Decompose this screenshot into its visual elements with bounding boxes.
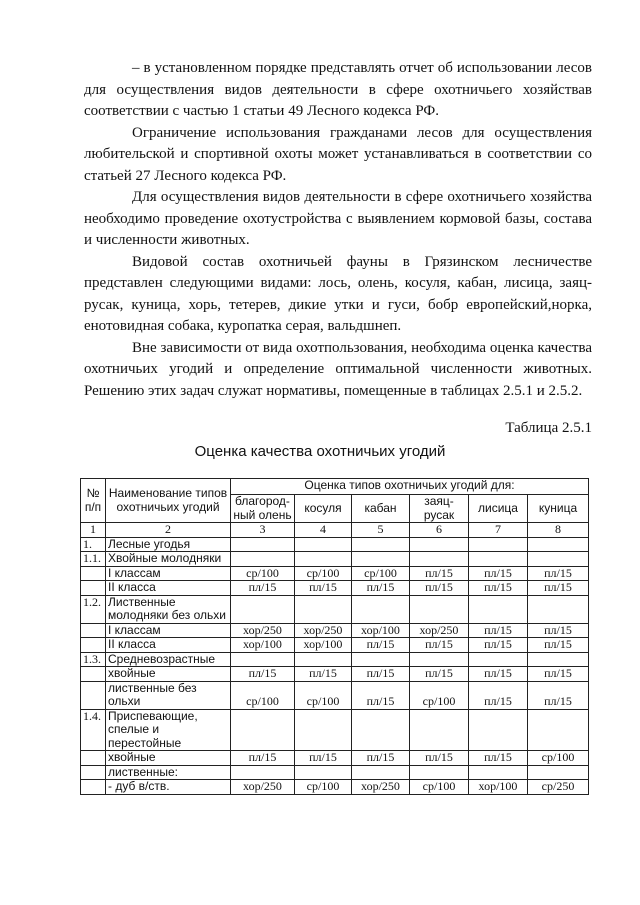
rating-cell	[469, 552, 528, 567]
row-number	[81, 681, 106, 709]
row-number	[81, 581, 106, 596]
rating-cell: пл/15	[410, 751, 469, 766]
rating-cell	[295, 765, 352, 780]
rating-cell: пл/15	[352, 751, 410, 766]
rating-cell: хор/100	[352, 623, 410, 638]
column-number: 4	[295, 523, 352, 538]
rating-cell: пл/15	[469, 681, 528, 709]
rating-cell: пл/15	[528, 638, 589, 653]
paragraph: Ограничение использования гражданами лесов для осуществления любительской и спортивной охоты может устанавливаться в соответствии со статьей 27 Лесного кодекса РФ.	[84, 124, 592, 184]
rating-cell: пл/15	[352, 667, 410, 682]
rating-cell: ср/100	[352, 566, 410, 581]
rating-cell	[231, 765, 295, 780]
rating-cell: хор/100	[469, 780, 528, 795]
header-animal: косуля	[295, 495, 352, 523]
rating-cell	[352, 552, 410, 567]
row-name: II класса	[106, 581, 231, 596]
rating-cell: пл/15	[469, 623, 528, 638]
rating-cell: пл/15	[469, 667, 528, 682]
rating-cell: пл/15	[231, 751, 295, 766]
row-name: I классам	[106, 623, 231, 638]
rating-cell	[410, 595, 469, 623]
column-number: 7	[469, 523, 528, 538]
rating-cell	[231, 552, 295, 567]
rating-cell	[231, 652, 295, 667]
table-row	[81, 537, 589, 552]
rating-cell	[410, 709, 469, 751]
rating-cell: пл/15	[528, 681, 589, 709]
row-number	[81, 566, 106, 581]
rating-cell	[410, 537, 469, 552]
rating-cell	[295, 537, 352, 552]
rating-cell: пл/15	[528, 667, 589, 682]
paragraph: Вне зависимости от вида охотпользования, необходима оценка качества охотничьих угодий и определение оптимальной численности животных. Решению этих задач служат нормативы, помещенные в таблицах 2.5.1 и 2.5.2.	[84, 339, 592, 399]
row-name: Приспевающие, спелые и перестойные	[106, 709, 231, 751]
row-name: II класса	[106, 638, 231, 653]
table-row	[81, 681, 589, 709]
row-number: 1.	[81, 537, 106, 552]
rating-cell	[295, 595, 352, 623]
rating-cell: ср/100	[295, 780, 352, 795]
rating-cell: пл/15	[469, 566, 528, 581]
row-name: лиственные:	[106, 765, 231, 780]
rating-cell: ср/100	[295, 681, 352, 709]
column-number: 5	[352, 523, 410, 538]
column-number: 6	[410, 523, 469, 538]
table-row	[81, 780, 589, 795]
rating-cell	[410, 552, 469, 567]
row-name: лиственные без ольхи	[106, 681, 231, 709]
quality-table	[80, 478, 589, 795]
row-name: Средневозрастные	[106, 652, 231, 667]
rating-cell: пл/15	[410, 667, 469, 682]
rating-cell: пл/15	[469, 581, 528, 596]
rating-cell: ср/100	[410, 681, 469, 709]
rating-cell	[352, 595, 410, 623]
table-row	[81, 595, 589, 623]
header-animal: куница	[528, 495, 589, 523]
rating-cell	[469, 537, 528, 552]
rating-cell: хор/250	[352, 780, 410, 795]
rating-cell	[352, 537, 410, 552]
column-number: 2	[106, 523, 231, 538]
rating-cell	[295, 709, 352, 751]
rating-cell: хор/100	[231, 638, 295, 653]
rating-cell	[352, 652, 410, 667]
row-name: хвойные	[106, 751, 231, 766]
rating-cell	[352, 765, 410, 780]
rating-cell: пл/15	[528, 566, 589, 581]
header-animal: лисица	[469, 495, 528, 523]
table-caption: Таблица 2.5.1	[505, 420, 592, 436]
rating-cell: хор/250	[295, 623, 352, 638]
rating-cell: пл/15	[528, 581, 589, 596]
table-row	[81, 638, 589, 653]
rating-cell	[528, 765, 589, 780]
rating-cell: хор/250	[231, 780, 295, 795]
rating-cell: пл/15	[231, 581, 295, 596]
paragraph: – в установленном порядке представлять отчет об использовании лесов для осуществления видов деятельности в сфере охотничьего хозяйствав соответствии с частью 1 статьи 49 Лесного кодекса РФ.	[84, 60, 592, 119]
row-number	[81, 638, 106, 653]
row-name: I классам	[106, 566, 231, 581]
rating-cell	[231, 709, 295, 751]
row-number	[81, 751, 106, 766]
rating-cell	[469, 595, 528, 623]
row-number	[81, 667, 106, 682]
row-number: 1.1.	[81, 552, 106, 567]
table-row	[81, 765, 589, 780]
table-row	[81, 652, 589, 667]
table-row	[81, 566, 589, 581]
rating-cell: пл/15	[469, 751, 528, 766]
rating-cell	[231, 595, 295, 623]
rating-cell: пл/15	[410, 566, 469, 581]
table-title: Оценка качества охотничьих угодий	[194, 443, 446, 460]
row-name: Лесные угодья	[106, 537, 231, 552]
rating-cell: ср/100	[295, 566, 352, 581]
table-body	[81, 537, 589, 794]
rating-cell: ср/100	[410, 780, 469, 795]
rating-cell: пл/15	[352, 638, 410, 653]
row-name: - дуб в/ств.	[106, 780, 231, 795]
rating-cell	[528, 552, 589, 567]
rating-cell: пл/15	[352, 681, 410, 709]
column-number: 3	[231, 523, 295, 538]
header-animal: кабан	[352, 495, 410, 523]
rating-cell: хор/100	[295, 638, 352, 653]
rating-cell: ср/100	[528, 751, 589, 766]
rating-cell: пл/15	[295, 751, 352, 766]
rating-cell	[295, 552, 352, 567]
row-number: 1.2.	[81, 595, 106, 623]
table-row	[81, 623, 589, 638]
rating-cell: пл/15	[528, 623, 589, 638]
table-row	[81, 751, 589, 766]
rating-cell: хор/250	[231, 623, 295, 638]
paragraph: Видовой состав охотничьей фауны в Грязинском лесничестве представлен следующими видами: лось, олень, косуля, кабан, лисица, заяц-русак, куница, хорь, тетерев, дикие утки и гуси, бобр европейский,норка, енотовидная собака, куропатка серая, вальдшнеп.	[84, 253, 592, 334]
header-name: Наименование типов охотничьих угодий	[106, 479, 231, 523]
column-number: 8	[528, 523, 589, 538]
rating-cell	[352, 709, 410, 751]
rating-cell: пл/15	[410, 638, 469, 653]
rating-cell: хор/250	[410, 623, 469, 638]
header-animal: благород-ный олень	[231, 495, 295, 523]
header-num: № п/п	[81, 479, 106, 523]
rating-cell	[469, 652, 528, 667]
rating-cell	[231, 537, 295, 552]
row-name: Лиственные молодняки без ольхи	[106, 595, 231, 623]
rating-cell	[469, 709, 528, 751]
header-animal: заяц-русак	[410, 495, 469, 523]
table-row	[81, 581, 589, 596]
rating-cell: пл/15	[295, 667, 352, 682]
column-number: 1	[81, 523, 106, 538]
rating-cell	[469, 765, 528, 780]
rating-cell	[528, 595, 589, 623]
rating-cell	[410, 652, 469, 667]
row-number	[81, 780, 106, 795]
table-row	[81, 552, 589, 567]
header-group: Оценка типов охотничьих угодий для:	[231, 479, 589, 495]
row-name: хвойные	[106, 667, 231, 682]
rating-cell: пл/15	[231, 667, 295, 682]
table-row	[81, 667, 589, 682]
rating-cell: пл/15	[352, 581, 410, 596]
paragraph: Для осуществления видов деятельности в сфере охотничьего хозяйства необходимо проведение охотустройства с выявлением кормовой базы, состава и численности животных.	[84, 189, 592, 248]
rating-cell: ср/100	[231, 566, 295, 581]
row-number: 1.3.	[81, 652, 106, 667]
row-name: Хвойные молодняки	[106, 552, 231, 567]
body-text	[84, 58, 592, 402]
table-row	[81, 709, 589, 751]
row-number: 1.4.	[81, 709, 106, 751]
rating-cell	[410, 765, 469, 780]
rating-cell: пл/15	[410, 581, 469, 596]
rating-cell: пл/15	[295, 581, 352, 596]
row-number	[81, 623, 106, 638]
table-header	[81, 479, 589, 538]
rating-cell	[528, 652, 589, 667]
rating-cell: ср/250	[528, 780, 589, 795]
rating-cell	[295, 652, 352, 667]
rating-cell	[528, 709, 589, 751]
rating-cell: ср/100	[231, 681, 295, 709]
rating-cell: пл/15	[469, 638, 528, 653]
rating-cell	[528, 537, 589, 552]
row-number	[81, 765, 106, 780]
